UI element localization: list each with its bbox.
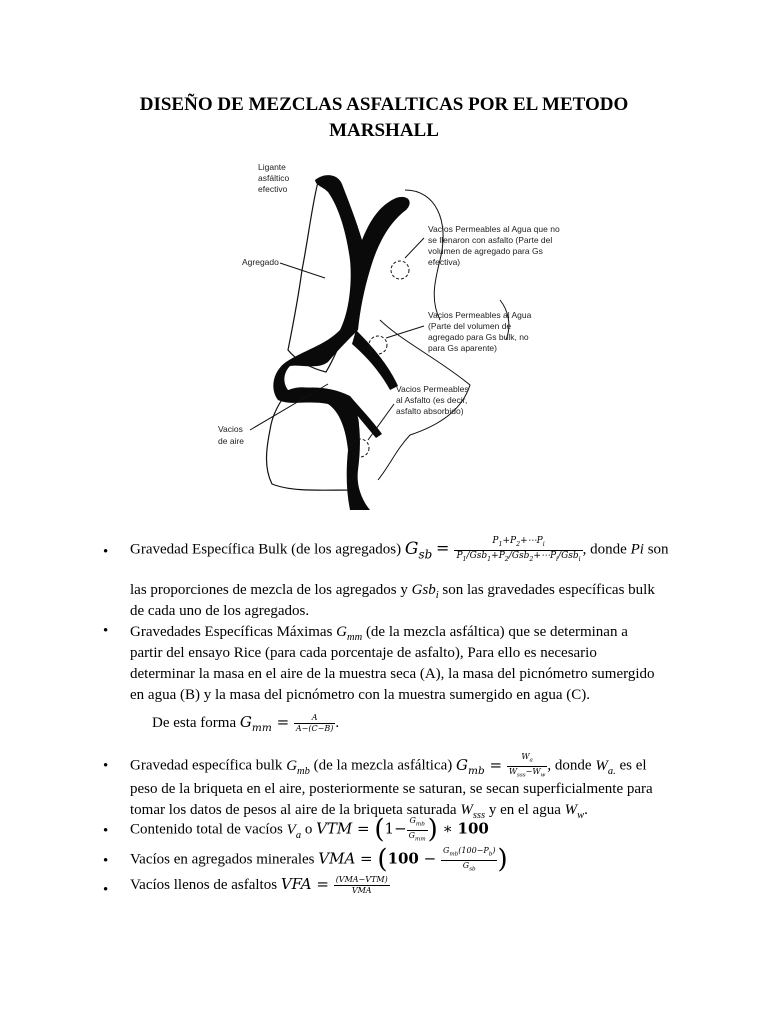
item-gmm-line1: Gravedades Específicas Máximas $G_{mm}$ (de la mezcla asfáltica) que se determinan a <box>130 624 628 643</box>
bullet-vma: • <box>103 853 109 869</box>
label-vp-asfalto <box>396 384 469 416</box>
item-vfa: Vacíos llenos de asfaltos VFA = $\frac{\text{(VMA−VTM)}}{\text{VMA}}$ <box>130 875 388 896</box>
gsb-symbol: $G_{sb}$ <box>404 538 433 562</box>
svg-text:volumen de agregado para Gs: volumen de agregado para Gs <box>428 246 543 256</box>
void-circle-2 <box>369 336 387 354</box>
label-agregado: Agregado <box>242 257 279 267</box>
item-gmm-line4: en agua (B) y la masa del picnómetro con la muestra sumergido en agua (C). <box>130 687 590 703</box>
bullet-gmm: • <box>103 623 109 639</box>
label-vpa-gs <box>428 224 560 267</box>
svg-text:efectivo: efectivo <box>258 184 288 194</box>
bullet-vtm: • <box>103 823 109 839</box>
svg-text:Vacios Permeables al Agua: Vacios Permeables al Agua <box>428 310 532 320</box>
item-gsb-line3: de cada uno de los agregados. <box>130 603 310 619</box>
svg-text:Ligante: Ligante <box>258 162 286 172</box>
binder-branch-right <box>352 330 398 390</box>
gsb-fraction: $\frac{P_1+P_2+\cdots P_i}{P_1/Gsb_1+P_2/Gsb_2+\cdots P_i/Gsb_i}$ <box>456 536 581 563</box>
svg-text:Vacios Permeables: Vacios Permeables <box>396 384 469 394</box>
svg-text:efectiva): efectiva) <box>428 257 461 267</box>
svg-text:asfáltico: asfáltico <box>258 173 290 183</box>
item-gmm-formula: De esta forma $G_{mm}$ = $\frac{A}{A-(C-B)}$ . <box>152 713 340 734</box>
asphalt-mix-diagram <box>200 150 560 510</box>
svg-text:Vacios: Vacios <box>218 424 243 434</box>
leader-vpa-gs <box>405 238 424 258</box>
svg-text:de aire: de aire <box>218 436 244 446</box>
item-gmb-line1: Gravedad específica bulk $G_{mb}$ (de la mezcla asfáltica) $G_{mb}$ = $\frac{W_a}{W_{sss}-W_w}$ , donde $W_{a.}$ es el <box>130 752 647 779</box>
svg-text:al Asfalto (es decir,: al Asfalto (es decir, <box>396 395 468 405</box>
svg-text:Vacios Permeables al Agua que: Vacios Permeables al Agua que no <box>428 224 560 234</box>
item-gmb-line2: peso de la briqueta en el aire, posteriormente se saturan, se secan superficialmente para <box>130 781 653 797</box>
item-gmm-line3: determinar la masa en el aire de la muestra seca (A), la masa del picnómetro sumergido <box>130 666 655 682</box>
item-gmb-line3: tomar los datos de pesos al aire de la briqueta saturada $W_{sss}$ y en el agua $W_w$. <box>130 802 588 821</box>
leader-vpa-bulk <box>386 326 424 338</box>
void-circle-1 <box>391 261 409 279</box>
svg-text:para Gs aparente): para Gs aparente) <box>428 343 497 353</box>
label-vacios-aire <box>218 424 244 446</box>
svg-text:se llenaron con asfalto (Parte: se llenaron con asfalto (Parte del <box>428 235 553 245</box>
bullet-vfa: • <box>103 882 109 898</box>
page-title <box>100 92 668 144</box>
binder-top <box>273 175 409 510</box>
title-line-1: DISEÑO DE MEZCLAS ASFALTICAS POR EL METODO <box>139 94 629 115</box>
label-vpa-bulk <box>428 310 532 353</box>
item-gsb-line1: Gravedad Específica Bulk (de los agregados) $G_{sb}$ = $\frac{P_1+P_2+\cdots P_i}{P_1/Gsb_1+P_2/Gsb_2+\cdots P_i/Gsb_i}$ , donde Pi son <box>130 536 669 563</box>
item-gsb-line2: las proporciones de mezcla de los agregados y Gsb$_i$ son las gravedades específicas bulk <box>130 582 655 601</box>
bullet-gmb: • <box>103 758 109 774</box>
item-vma: Vacíos en agregados minerales VMA = (100 − $\frac{G_{mb}(100-P_b)}{G_{sb}}$ ) <box>130 844 508 875</box>
item-vtm: Contenido total de vacíos $V_a$ o VTM = (1− $\frac{G_{mb}}{G_{mm}}$ ) ∗ 100 <box>130 814 489 845</box>
svg-text:asfalto absorbido): asfalto absorbido) <box>396 406 464 416</box>
bullet-gsb: • <box>103 544 109 560</box>
svg-text:agregado para Gs bulk, no: agregado para Gs bulk, no <box>428 332 529 342</box>
label-ligante <box>258 162 289 194</box>
title-line-2: MARSHALL <box>329 120 439 141</box>
svg-text:(Parte del volumen de: (Parte del volumen de <box>428 321 512 331</box>
item-gmm-line2: partir del ensayo Rice (para cada porcentaje de asfalto), Para ello es necesario <box>130 645 597 661</box>
